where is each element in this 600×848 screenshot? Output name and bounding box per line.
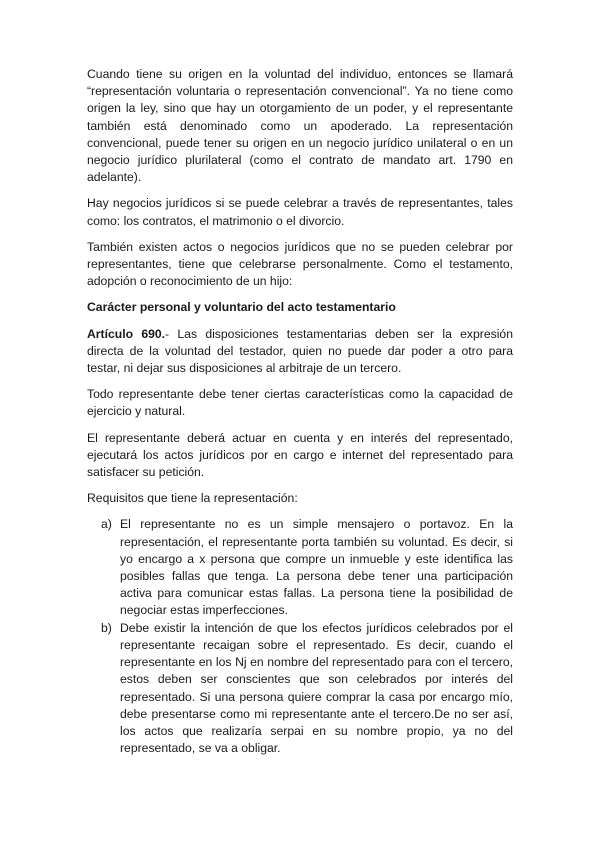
- article-label: Artículo 690.: [87, 326, 166, 341]
- article-690: [87, 326, 513, 378]
- paragraph-representative-characteristics: Todo representante debe tener ciertas características como la capacidad de ejercicio y natural.: [87, 387, 513, 419]
- section-heading: Carácter personal y voluntario del acto testamentario: [87, 300, 396, 315]
- requirements-list: [87, 516, 513, 757]
- list-item-text: Debe existir la intención de que los efectos jurídicos celebrados por el representante recaigan sobre el representado. Es decir, cuando el representante en los Nj en nombre del representado para con el tercero, estos deben ser conscientes que son celebrados por interés del representado. Si una persona quiere comprar la casa por encargo mío, debe presentarse como mi representante ante el tercero.De no ser así, los actos que realizaría serpai en su nombre propio, ya no del representado, se va a obligar.: [120, 620, 513, 756]
- paragraph-requirements-intro: Requisitos que tiene la representación:: [87, 491, 298, 506]
- list-item: [87, 620, 513, 758]
- paragraph-representative-duty: El representante deberá actuar en cuenta y en interés del representado, ejecutará los actos jurídicos por en cargo e internet del representado para satisfacer su petición.: [87, 430, 513, 480]
- list-item-text: El representante no es un simple mensajero o portavoz. En la representación, el representante porta también su voluntad. Es decir, si yo encargo a x persona que compre un inmueble y este identifica las posibles fallas que tenga. La persona debe tener una participación activa para comunicar estas fallas. La persona tiene la posibilidad de negociar estas imperfecciones.: [120, 517, 513, 618]
- paragraph-legal-acts-via-representatives: Hay negocios jurídicos si se puede celebrar a través de representantes, tales como: los contratos, el matrimonio o el divorcio.: [87, 196, 513, 228]
- paragraph-personal-acts: También existen actos o negocios jurídicos que no se pueden celebrar por representantes, tiene que celebrarse personalmente. Como el testamento, adopción o reconocimiento de un hijo:: [87, 239, 513, 289]
- paragraph-voluntary-representation: Cuando tiene su origen en la voluntad del individuo, entonces se llamará “representación voluntaria o representación convencional”. Ya no tiene como origen la ley, sino que hay un otorgamiento de un poder, y el representante también está denominado como un apoderado. La representación convencional, puede tener su origen en un negocio jurídico unilateral o en un negocio jurídico plurilateral (como el contrato de mandato art. 1790 en adelante).: [87, 67, 513, 185]
- list-marker: a): [101, 517, 112, 532]
- list-marker: b): [101, 620, 112, 635]
- article-text: - Las disposiciones testamentarias deben ser la expresión directa de la voluntad del testador, quien no puede dar poder a otro para testar, ni dejar sus disposiciones al arbitraje de un tercero.: [87, 326, 513, 376]
- list-item: [87, 516, 513, 619]
